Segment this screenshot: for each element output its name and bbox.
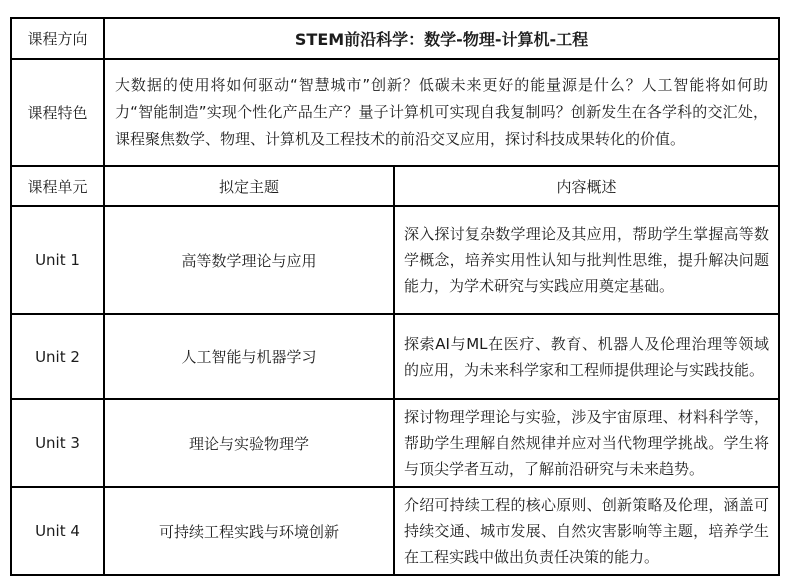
header-unit: 课程单元 (11, 166, 104, 206)
course-table (10, 17, 780, 576)
table-header-row (11, 166, 779, 206)
unit-1-summary: 深入探讨复杂数学理论及其应用，帮助学生掌握高等数学概念，培养实用性认知与批判性思维，提升解决问题能力，为学术研究与实践应用奠定基础。 (394, 206, 779, 314)
unit-1-topic: 高等数学理论与应用 (104, 206, 394, 314)
header-summary: 内容概述 (394, 166, 779, 206)
unit-2-summary: 探索AI与ML在医疗、教育、机器人及伦理治理等领域的应用，为未来科学家和工程师提供理论与实践技能。 (394, 314, 779, 399)
table-row-unit-4 (11, 487, 779, 575)
table-row-unit-3 (11, 399, 779, 487)
header-topic: 拟定主题 (104, 166, 394, 206)
direction-label: 课程方向 (11, 18, 104, 59)
direction-value: STEM前沿科学：数学-物理-计算机-工程 (104, 18, 779, 59)
unit-3-topic: 理论与实验物理学 (104, 399, 394, 487)
features-label: 课程特色 (11, 59, 104, 166)
unit-4-topic: 可持续工程实践与环境创新 (104, 487, 394, 575)
unit-2-label: Unit 2 (11, 314, 104, 399)
table-row-features (11, 59, 779, 166)
table-row-unit-2 (11, 314, 779, 399)
unit-3-summary: 探讨物理学理论与实验，涉及宇宙原理、材料科学等，帮助学生理解自然规律并应对当代物理学挑战。学生将与顶尖学者互动，了解前沿研究与未来趋势。 (394, 399, 779, 487)
table-row-unit-1 (11, 206, 779, 314)
features-value: 大数据的使用将如何驱动“智慧城市”创新？低碳未来更好的能量源是什么？人工智能将如何助力“智能制造”实现个性化产品生产？量子计算机可实现自我复制吗？创新发生在各学科的交汇处，课程聚焦数学、物理、计算机及工程技术的前沿交叉应用，探讨科技成果转化的价值。 (104, 59, 779, 166)
unit-4-label: Unit 4 (11, 487, 104, 575)
unit-4-summary: 介绍可持续工程的核心原则、创新策略及伦理，涵盖可持续交通、城市发展、自然灾害影响等主题，培养学生在工程实践中做出负责任决策的能力。 (394, 487, 779, 575)
unit-3-label: Unit 3 (11, 399, 104, 487)
unit-2-topic: 人工智能与机器学习 (104, 314, 394, 399)
unit-1-label: Unit 1 (11, 206, 104, 314)
table-row-direction (11, 18, 779, 59)
